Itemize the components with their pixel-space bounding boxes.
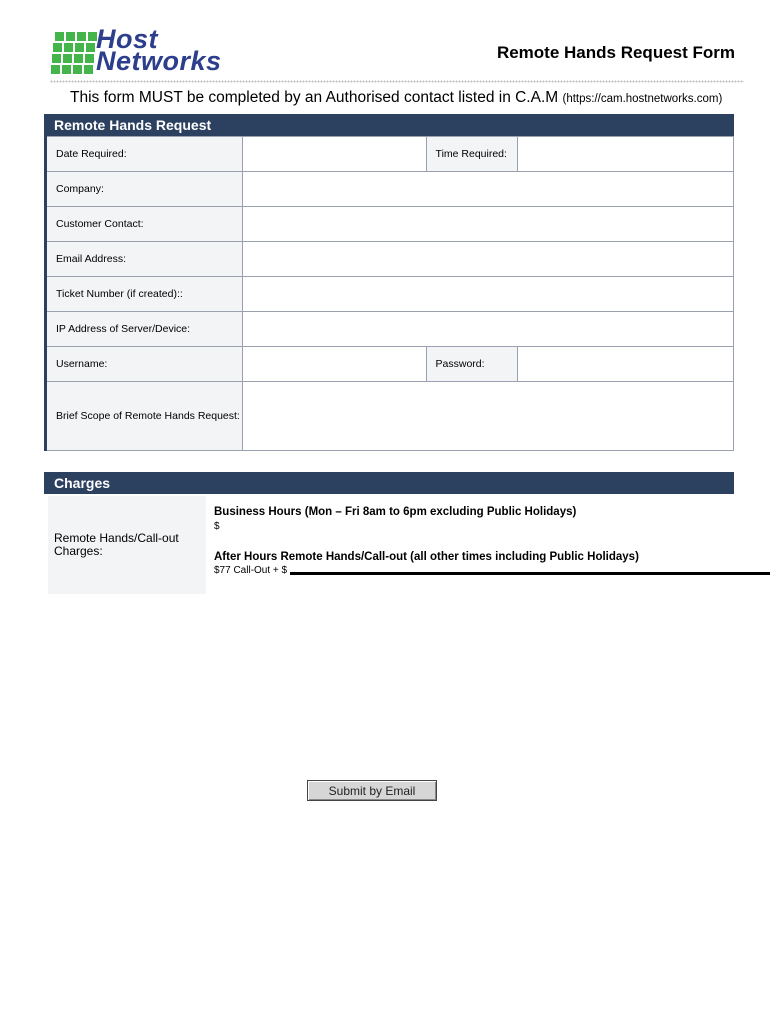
brief-scope-field[interactable]: [243, 382, 734, 451]
charges-label-line2: Charges:: [54, 544, 103, 558]
charges-section-header: Charges: [44, 472, 734, 494]
logo-text-host: Host: [96, 24, 158, 54]
ip-address-label: IP Address of Server/Device:: [46, 312, 243, 347]
time-required-field[interactable]: [517, 137, 733, 172]
host-networks-logo: [52, 24, 252, 76]
ticket-number-label: Ticket Number (if created)::: [46, 277, 243, 312]
logo-text-networks: Networks: [96, 46, 222, 76]
submit-by-email-button[interactable]: Submit by Email: [307, 780, 437, 801]
company-field[interactable]: [243, 172, 734, 207]
charges-label: [48, 496, 206, 594]
customer-contact-field[interactable]: [243, 207, 734, 242]
email-address-label: Email Address:: [46, 242, 243, 277]
logo-grid-icon: [52, 30, 96, 74]
time-required-label: Time Required:: [426, 137, 517, 172]
password-field[interactable]: [517, 347, 733, 382]
remote-hands-form: [44, 136, 734, 451]
after-hours-heading: After Hours Remote Hands/Call-out (all other times including Public Holidays): [214, 551, 639, 563]
ip-address-field[interactable]: [243, 312, 734, 347]
remote-hands-section-header: Remote Hands Request: [44, 114, 734, 136]
password-label: Password:: [426, 347, 517, 382]
business-hours-heading: Business Hours (Mon – Fri 8am to 6pm excluding Public Holidays): [214, 506, 577, 518]
username-field[interactable]: [243, 347, 426, 382]
company-label: Company:: [46, 172, 243, 207]
date-required-field[interactable]: [243, 137, 426, 172]
after-hours-rate: $77 Call-Out + $: [214, 565, 288, 576]
brief-scope-label: Brief Scope of Remote Hands Request:: [46, 382, 243, 451]
ticket-number-field[interactable]: [243, 277, 734, 312]
email-address-field[interactable]: [243, 242, 734, 277]
username-label: Username:: [46, 347, 243, 382]
business-hours-rate: $: [214, 521, 220, 532]
charges-label-line1: Remote Hands/Call-out: [54, 531, 179, 545]
header-divider: [50, 80, 744, 83]
cam-url-link[interactable]: (https://cam.hostnetworks.com): [562, 93, 723, 105]
charges-rule: [290, 572, 770, 575]
authorisation-notice: [70, 89, 722, 107]
notice-text: This form MUST be completed by an Authorised contact listed in C.A.M: [70, 89, 559, 106]
form-title: Remote Hands Request Form: [496, 43, 735, 62]
customer-contact-label: Customer Contact:: [46, 207, 243, 242]
date-required-label: Date Required:: [46, 137, 243, 172]
